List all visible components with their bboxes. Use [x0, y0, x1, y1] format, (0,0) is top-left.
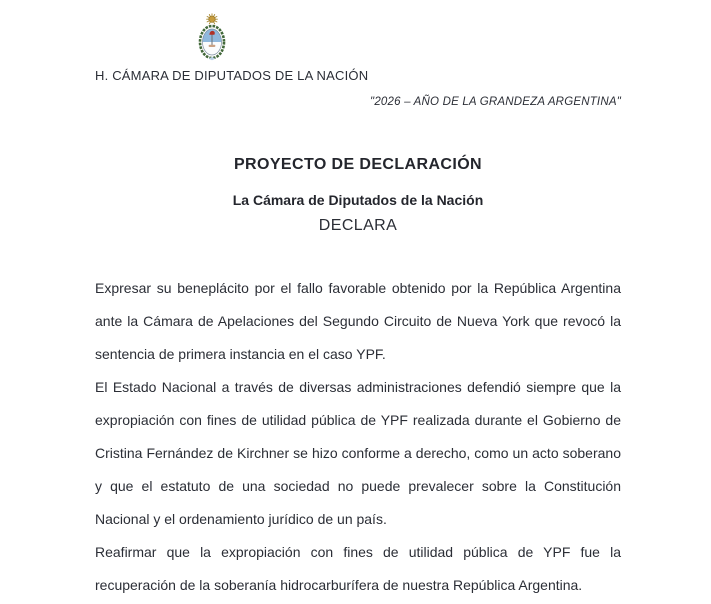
chamber-subtitle: La Cámara de Diputados de la Nación [232, 192, 484, 208]
paragraph-reafirmar: Reafirmar que la expropiación con fines de utilidad pública de YPF fue la recuperación de la soberanía hidrocarburífera de nuestra República Argentina. [95, 544, 621, 593]
institution-name: H. CÁMARA DE DIPUTADOS DE LA NACIÓN [95, 68, 369, 83]
paragraph-beneplacito: Expresar su beneplácito por el fallo favorable obtenido por la República Argentina ante la Cámara de Apelaciones del Segundo Circuito de Nueva York que revocó la sentencia de primera instancia en el caso YPF. [95, 280, 621, 362]
argentina-coat-of-arms-icon [193, 13, 231, 63]
year-motto: "2026 – AÑO DE LA GRANDEZA ARGENTINA" [370, 96, 621, 108]
declara-heading: DECLARA [318, 217, 398, 234]
document-body [95, 272, 621, 602]
paragraph-estado-nacional: El Estado Nacional a través de diversas administraciones defendió siempre que la expropiación con fines de utilidad pública de YPF realizada durante el Gobierno de Cristina Fernández de Kirchner se hizo conforme a derecho, como un acto soberano y que el estatuto de una sociedad no puede prevalecer sobre la Constitución Nacional y el ordenamiento jurídico de un país. [95, 379, 621, 527]
document-title: PROYECTO DE DECLARACIÓN [233, 156, 483, 173]
